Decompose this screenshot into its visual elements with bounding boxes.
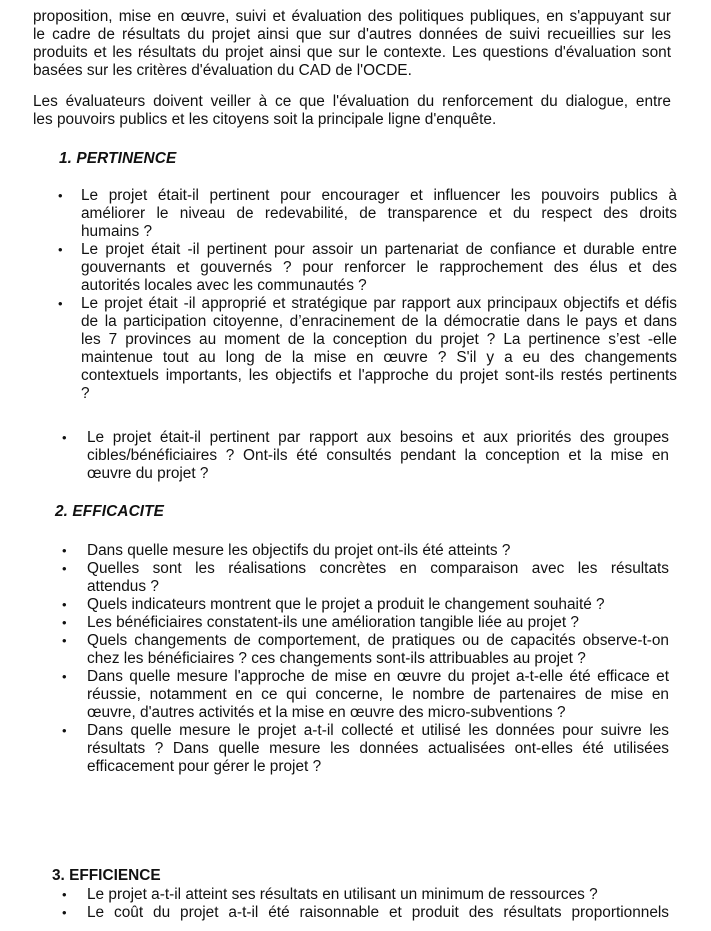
text-line: les pouvoirs publics et les citoyens soit la principale ligne d'enquête. — [33, 111, 497, 128]
bullet-icon: • — [62, 615, 67, 630]
list-item — [0, 632, 711, 668]
text-line: proposition, mise en œuvre, suivi et évaluation des politiques publiques, en s'appuyant sur — [33, 8, 671, 25]
intro-paragraph-2 — [33, 93, 671, 129]
text-line: gouvernants et gouvernés ? pour renforcer le rapprochement des élus et des — [81, 259, 677, 276]
text-line: maintenue tout au long de la mise en œuvre ? S'il y a eu des changements — [81, 349, 677, 366]
text-line: Dans quelle mesure l'approche de mise en œuvre du projet a-t-elle été efficace et — [87, 668, 669, 685]
bullet-icon: • — [62, 723, 67, 738]
text-line: de la participation citoyenne, d’enracinement de la démocratie dans le pays et dans — [81, 313, 677, 330]
list-item — [0, 295, 711, 403]
text-line: réussie, notamment en ce qui concerne, le nombre de partenaires de mise en — [87, 686, 669, 703]
list-item — [0, 904, 711, 922]
list-item — [0, 614, 711, 632]
text-line: œuvre, d'autres activités et la mise en œuvre des micro-subventions ? — [87, 704, 566, 721]
text-line: humains ? — [81, 223, 153, 240]
text-line: Le projet était -il pertinent pour assoir un partenariat de confiance et durable entre — [81, 241, 677, 258]
text-line: Quelles sont les réalisations concrètes en comparaison avec les résultats — [87, 560, 669, 577]
bullet-icon: • — [62, 887, 67, 902]
text-line: Quels indicateurs montrent que le projet a produit le changement souhaité ? — [87, 596, 605, 613]
text-line: le cadre de résultats du projet ainsi que sur d'autres données de suivi recueillies sur les — [33, 26, 671, 43]
bullet-icon: • — [58, 296, 63, 311]
list-item — [0, 542, 711, 560]
text-line: Le projet a-t-il atteint ses résultats en utilisant un minimum de ressources ? — [87, 886, 598, 903]
list-item — [0, 886, 711, 904]
text-line: attendus ? — [87, 578, 159, 595]
bullet-list-pertinence — [0, 187, 711, 403]
text-line: ? — [81, 385, 90, 402]
bullet-list-efficience — [0, 886, 711, 922]
text-line: Le projet était-il pertinent par rapport aux besoins et aux priorités des groupes — [87, 429, 669, 446]
bullet-icon: • — [58, 242, 63, 257]
text-line: Le coût du projet a-t-il été raisonnable et produit des résultats proportionnels — [87, 904, 669, 921]
text-line: Le projet était -il approprié et stratégique par rapport aux principaux objectifs et défis — [81, 295, 677, 312]
text-line: efficacement pour gérer le projet ? — [87, 758, 322, 775]
list-item — [0, 241, 711, 295]
text-line: résultats ? Dans quelle mesure les données actualisées ont-elles été utilisées — [87, 740, 669, 757]
text-line: Les évaluateurs doivent veiller à ce que l'évaluation du renforcement du dialogue, entre — [33, 93, 671, 110]
text-line: Le projet était-il pertinent pour encourager et influencer les pouvoirs publics à — [81, 187, 677, 204]
text-line: Dans quelle mesure le projet a-t-il collecté et utilisé les données pour suivre les — [87, 722, 669, 739]
bullet-icon: • — [62, 597, 67, 612]
bullet-icon: • — [62, 543, 67, 558]
text-line: autorités locales avec les communautés ? — [81, 277, 367, 294]
text-line: Quels changements de comportement, de pratiques ou de capacités observe-t-on — [87, 632, 669, 649]
list-item — [0, 596, 711, 614]
text-line: les 7 provinces au moment de la conception du projet ? La pertinence s’est -elle — [81, 331, 677, 348]
list-item — [0, 668, 711, 722]
text-line: œuvre du projet ? — [87, 465, 209, 482]
bullet-list-efficacite — [0, 542, 711, 776]
bullet-icon: • — [62, 561, 67, 576]
text-line: produits et les résultats du projet ainsi que sur le contexte. Les questions d'évaluation sont — [33, 44, 671, 61]
text-line: chez les bénéficiaires ? ces changements sont-ils attribuables au projet ? — [87, 650, 586, 667]
text-line: cibles/bénéficiaires ? Ont-ils été consultés pendant la conception et la mise en — [87, 447, 669, 464]
section-heading-pertinence: 1. PERTINENCE — [59, 150, 177, 167]
intro-paragraph-1 — [33, 8, 671, 80]
list-item — [0, 722, 711, 776]
section-heading-efficacite: 2. EFFICACITE — [55, 503, 165, 520]
list-item — [0, 429, 711, 483]
text-line: Les bénéficiaires constatent-ils une amélioration tangible liée au projet ? — [87, 614, 579, 631]
text-line: contextuels importants, les objectifs et l'approche du projet sont-ils restés pertinents — [81, 367, 677, 384]
text-line: basées sur les critères d'évaluation du CAD de l'OCDE. — [33, 62, 412, 79]
bullet-icon: • — [62, 905, 67, 920]
section-heading-efficience: 3. EFFICIENCE — [52, 867, 161, 884]
list-item — [0, 560, 711, 596]
text-line: améliorer le niveau de redevabilité, de transparence et du respect des droits — [81, 205, 677, 222]
list-item — [0, 187, 711, 241]
bullet-icon: • — [62, 669, 67, 684]
text-line: Dans quelle mesure les objectifs du projet ont-ils été atteints ? — [87, 542, 511, 559]
bullet-icon: • — [62, 633, 67, 648]
bullet-icon: • — [62, 430, 67, 445]
bullet-icon: • — [58, 188, 63, 203]
